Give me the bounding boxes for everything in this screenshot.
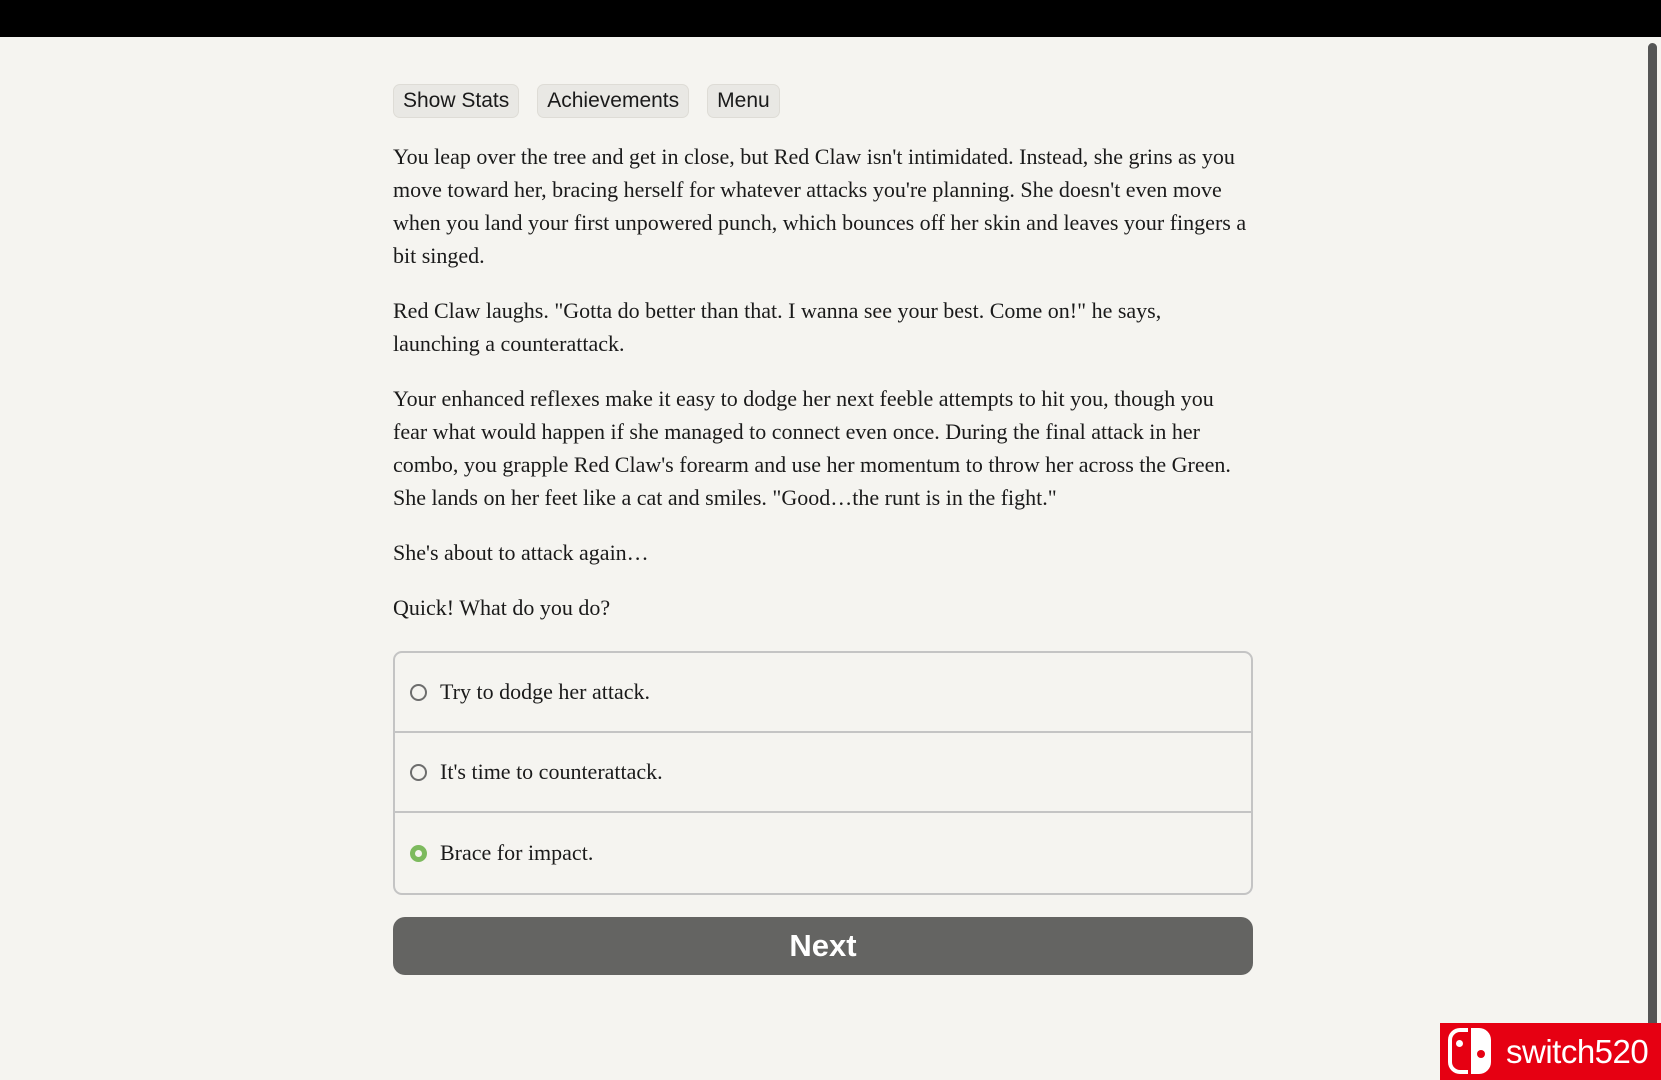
choice-option-counterattack[interactable] (395, 733, 1251, 813)
switch-logo-icon (1446, 1026, 1504, 1078)
story-paragraph: You leap over the tree and get in close, but Red Claw isn't intimidated. Instead, she grins as you move toward her, bracing herself for whatever attacks you're planning. She doesn't even move when you land your first unpowered punch, which bounces off her skin and leaves your fingers a bit singed. (393, 144, 1247, 268)
menu-button[interactable]: Menu (707, 84, 780, 118)
choice-option-brace[interactable] (395, 813, 1251, 893)
watermark-text: switch520 (1506, 1032, 1649, 1070)
choice-list (393, 651, 1253, 895)
radio-button-icon[interactable] (410, 684, 427, 701)
top-black-bar (0, 0, 1661, 37)
story-paragraph: She's about to attack again… (393, 540, 649, 565)
radio-button-icon[interactable] (410, 764, 427, 781)
next-button[interactable]: Next (393, 917, 1253, 975)
story-paragraph: Your enhanced reflexes make it easy to dodge her next feeble attempts to hit you, though you fear what would happen if she managed to connect even once. During the final attack in her combo, you grapple Red Claw's forearm and use her momentum to throw her across the Green. She lands on her feet like a cat and smiles. "Good…the runt is in the fight." (393, 386, 1231, 510)
watermark-badge (1440, 1023, 1661, 1080)
game-content (393, 84, 1253, 975)
choice-label: Try to dodge her attack. (440, 679, 650, 704)
scrollbar-thumb[interactable] (1648, 43, 1657, 1043)
achievements-button[interactable]: Achievements (537, 84, 689, 118)
radio-button-selected-icon[interactable] (410, 845, 427, 862)
choice-label: It's time to counterattack. (440, 759, 663, 784)
story-paragraph: Quick! What do you do? (393, 595, 611, 620)
choice-label: Brace for impact. (440, 840, 594, 865)
scrollbar[interactable] (1643, 37, 1661, 1080)
show-stats-button[interactable]: Show Stats (393, 84, 519, 118)
story-text (393, 140, 1253, 624)
story-paragraph: Red Claw laughs. "Gotta do better than that. I wanna see your best. Come on!" he says, launching a counterattack. (393, 298, 1162, 356)
top-button-row (393, 84, 1253, 118)
choice-option-dodge[interactable] (395, 653, 1251, 733)
